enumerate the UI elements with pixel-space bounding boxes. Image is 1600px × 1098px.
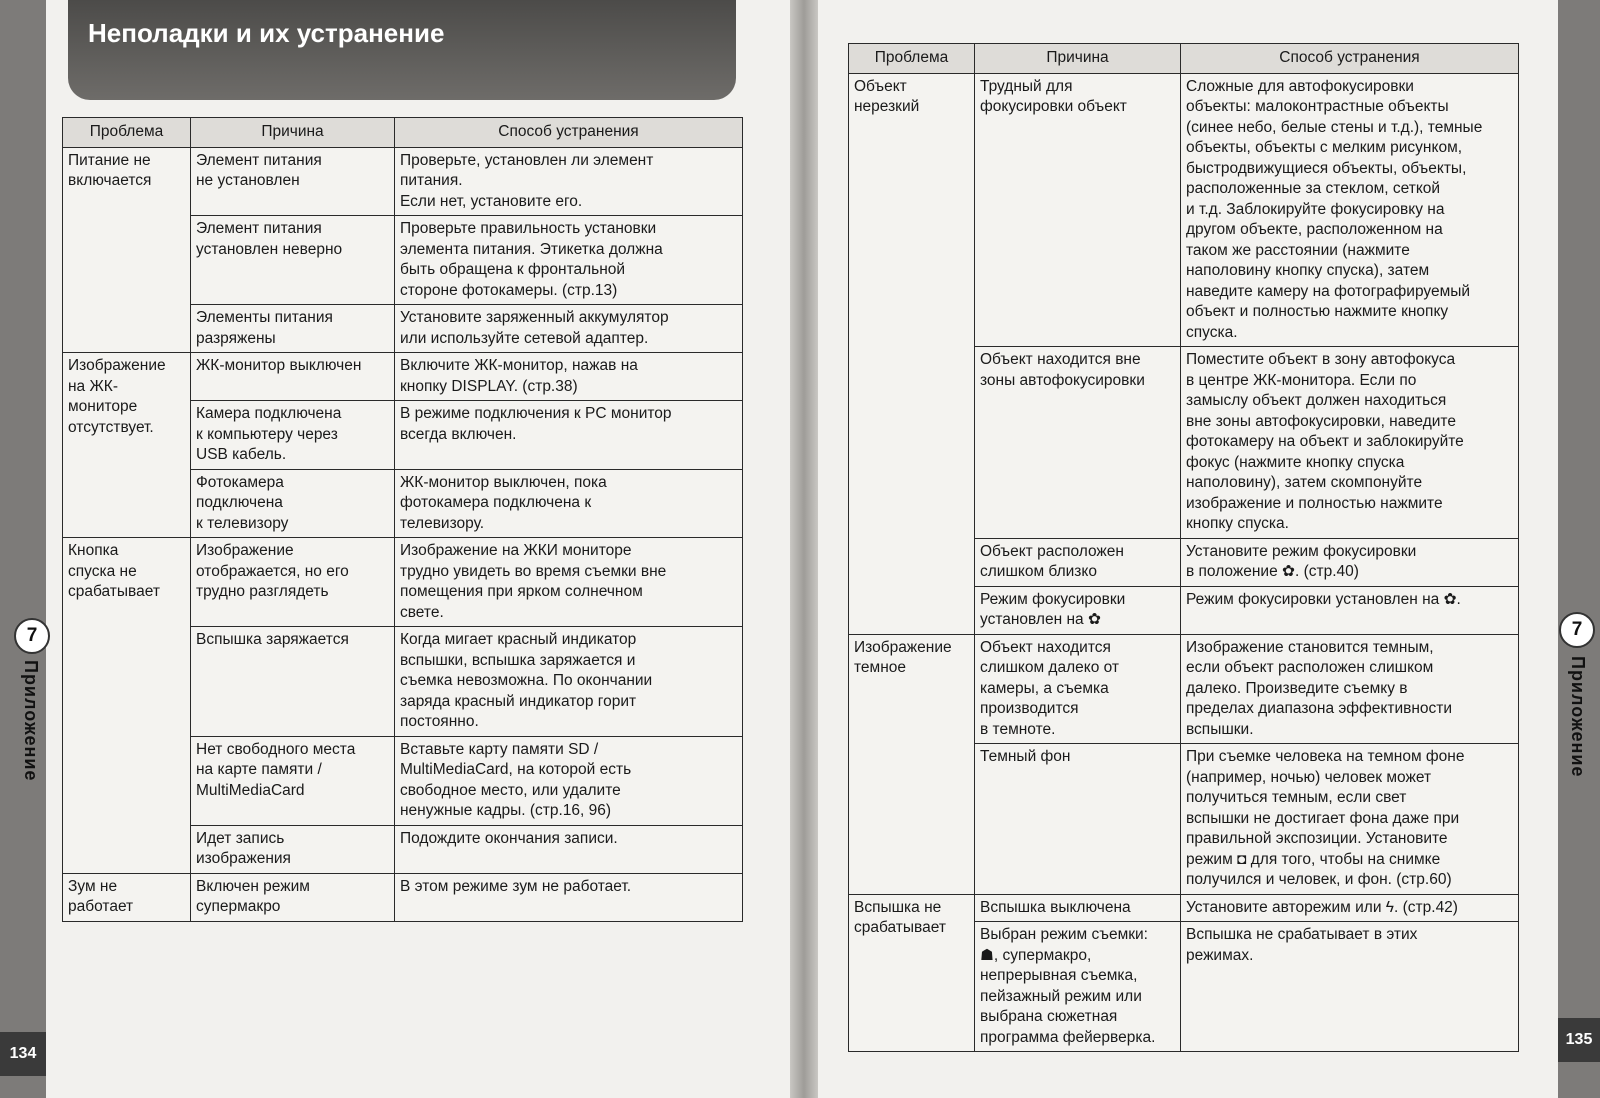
cause-cell: Элементы питания разряжены: [191, 305, 395, 353]
cause-cell: ЖК-монитор выключен: [191, 353, 395, 401]
solution-cell: Когда мигает красный индикатор вспышки, вспышка заряжается и съемка невозможна. По окончании заряда красный индикатор горит постоянно.: [395, 627, 743, 737]
table-body: [849, 73, 1519, 1052]
chapter-number-badge: 7: [1559, 612, 1595, 648]
table-row: [63, 353, 743, 401]
cause-cell: Нет свободного места на карте памяти / MultiMediaCard: [191, 736, 395, 825]
troubleshooting-table: [848, 43, 1519, 1052]
troubleshooting-table: [62, 117, 743, 922]
table-row: [63, 873, 743, 921]
solution-cell: Изображение на ЖКИ мониторе трудно увидеть во время съемки вне помещения при ярком солнечном свете.: [395, 538, 743, 627]
cause-cell: Элемент питания установлен неверно: [191, 216, 395, 305]
header-cause: Причина: [975, 44, 1181, 74]
cause-cell: Трудный для фокусировки объект: [975, 73, 1181, 347]
header-cause: Причина: [191, 118, 395, 148]
problem-cell: Кнопка спуска не срабатывает: [63, 538, 191, 874]
problem-cell: Зум не работает: [63, 873, 191, 921]
cause-cell: Элемент питания не установлен: [191, 147, 395, 216]
cause-cell: Включен режим супермакро: [191, 873, 395, 921]
cause-cell: Объект находится слишком далеко от камеры, а съемка производится в темноте.: [975, 634, 1181, 744]
cause-cell: Идет запись изображения: [191, 825, 395, 873]
table-body: [63, 147, 743, 921]
cause-cell: Темный фон: [975, 744, 1181, 895]
cause-cell: Выбран режим съемки: ☗, супермакро, непрерывная съемка, пейзажный режим или выбрана сюжетная программа фейерверка.: [975, 922, 1181, 1052]
problem-cell: Объект нерезкий: [849, 73, 975, 634]
chapter-number-badge: 7: [14, 618, 50, 654]
solution-cell: При съемке человека на темном фоне (например, ночью) человек может получиться темным, если свет вспышки не достигает фона даже при правильной экспозиции. Установите режим ◘ для того, чтобы на снимке получился и человек, и фон. (стр.60): [1181, 744, 1519, 895]
cause-cell: Вспышка заряжается: [191, 627, 395, 737]
table-row: [63, 147, 743, 216]
cause-cell: Объект находится вне зоны автофокусировки: [975, 347, 1181, 539]
problem-cell: Питание не включается: [63, 147, 191, 353]
header-problem: Проблема: [849, 44, 975, 74]
cause-cell: Изображение отображается, но его трудно разглядеть: [191, 538, 395, 627]
solution-cell: Подождите окончания записи.: [395, 825, 743, 873]
solution-cell: Режим фокусировки установлен на ✿.: [1181, 586, 1519, 634]
solution-cell: В этом режиме зум не работает.: [395, 873, 743, 921]
page-135: [818, 0, 1600, 1098]
solution-cell: Установите авторежим или ϟ. (стр.42): [1181, 894, 1519, 922]
page-edge-bar: [0, 0, 46, 1098]
chapter-label: Приложение: [21, 660, 41, 782]
problem-cell: Изображение темное: [849, 634, 975, 894]
solution-cell: Проверьте, установлен ли элемент питания. Если нет, установите его.: [395, 147, 743, 216]
table-row: [849, 73, 1519, 347]
solution-cell: Поместите объект в зону автофокуса в центре ЖК-монитора. Если по замыслу объект должен находиться вне зоны автофокусировки, наведите фотокамеру на объект и заблокируйте фокус (нажмите кнопку спуска наполовину), затем скомпонуйте изображение и полностью нажмите кнопку спуска.: [1181, 347, 1519, 539]
solution-cell: Включите ЖК-монитор, нажав на кнопку DISPLAY. (стр.38): [395, 353, 743, 401]
page-edge-bar: [1558, 0, 1600, 1098]
header-solution: Способ устранения: [1181, 44, 1519, 74]
page-title: Неполадки и их устранение: [88, 18, 445, 48]
page-134: [0, 0, 790, 1098]
cause-cell: Камера подключена к компьютеру через USB кабель.: [191, 401, 395, 470]
solution-cell: Установите режим фокусировки в положение ✿. (стр.40): [1181, 538, 1519, 586]
header-problem: Проблема: [63, 118, 191, 148]
cause-cell: Режим фокусировки установлен на ✿: [975, 586, 1181, 634]
problem-cell: Изображение на ЖК- мониторе отсутствует.: [63, 353, 191, 538]
solution-cell: ЖК-монитор выключен, пока фотокамера подключена к телевизору.: [395, 469, 743, 538]
table-header-row: [63, 118, 743, 148]
page-number: 135: [1558, 1018, 1600, 1062]
solution-cell: Установите заряженный аккумулятор или используйте сетевой адаптер.: [395, 305, 743, 353]
title-banner: [68, 0, 736, 100]
chapter-label: Приложение: [1568, 656, 1588, 778]
book-gutter: [790, 0, 818, 1098]
cause-cell: Фотокамера подключена к телевизору: [191, 469, 395, 538]
table-header-row: [849, 44, 1519, 74]
solution-cell: Изображение становится темным, если объект расположен слишком далеко. Произведите съемку в пределах диапазона эффективности вспышки.: [1181, 634, 1519, 744]
table-row: [849, 634, 1519, 744]
header-solution: Способ устранения: [395, 118, 743, 148]
solution-cell: Сложные для автофокусировки объекты: малоконтрастные объекты (синее небо, белые стены и т.д.), темные объекты, объекты с мелким рисунком, быстродвижущиеся объекты, объекты, расположенные за стеклом, сеткой и т.д. Заблокируйте фокусировку на другом объекте, расположенном на таком же расстоянии (нажмите наполовину кнопку спуска), затем наведите камеру на фотографируемый объект и полностью нажмите кнопку спуска.: [1181, 73, 1519, 347]
solution-cell: Вспышка не срабатывает в этих режимах.: [1181, 922, 1519, 1052]
cause-cell: Вспышка выключена: [975, 894, 1181, 922]
table-row: [63, 538, 743, 627]
problem-cell: Вспышка не срабатывает: [849, 894, 975, 1052]
page-number: 134: [0, 1032, 46, 1076]
solution-cell: В режиме подключения к PC монитор всегда включен.: [395, 401, 743, 470]
solution-cell: Проверьте правильность установки элемента питания. Этикетка должна быть обращена к фронтальной стороне фотокамеры. (стр.13): [395, 216, 743, 305]
solution-cell: Вставьте карту памяти SD / MultiMediaCard, на которой есть свободное место, или удалите ненужные кадры. (стр.16, 96): [395, 736, 743, 825]
table-row: [849, 894, 1519, 922]
cause-cell: Объект расположен слишком близко: [975, 538, 1181, 586]
